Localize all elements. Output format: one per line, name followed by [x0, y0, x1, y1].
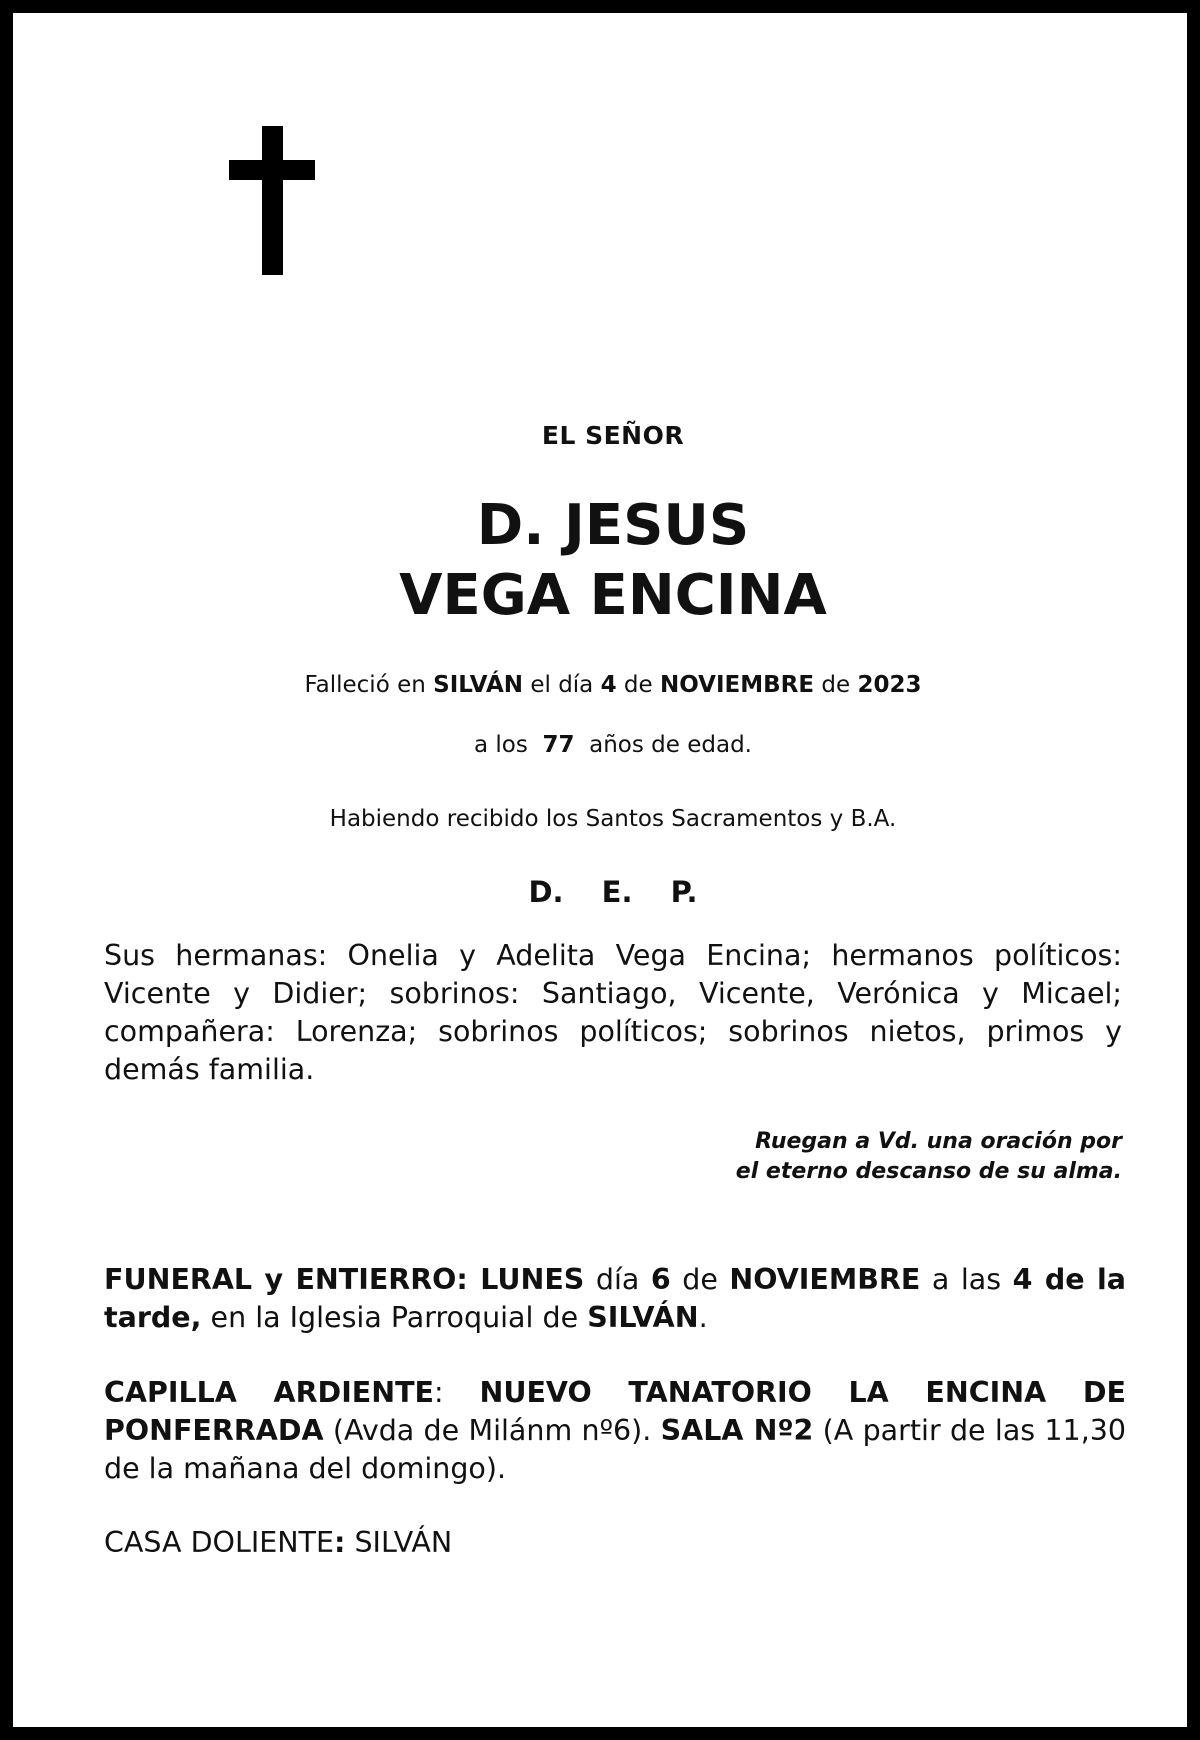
age-line — [26, 732, 1200, 758]
funeral-paragraph — [104, 1261, 1126, 1337]
capilla-label: CAPILLA ARDIENTE — [104, 1376, 435, 1409]
funeral-de-text: de — [682, 1263, 718, 1296]
casa-colon: : — [333, 1526, 346, 1559]
funeral-label: FUNERAL y ENTIERRO: LUNES — [104, 1263, 585, 1296]
death-month: NOVIEMBRE — [659, 672, 815, 698]
funeral-location: SILVÁN — [587, 1301, 699, 1334]
deceased-name — [26, 491, 1200, 631]
death-prefix: Falleció en — [304, 672, 426, 698]
funeral-location-text: en la Iglesia Parroquial de — [210, 1301, 579, 1334]
age-prefix: a los — [474, 732, 528, 758]
death-day: 4 — [600, 672, 617, 698]
funeral-end: . — [698, 1301, 708, 1334]
capilla-schedule: (A partir de las 11,30 de la mañana del domingo). — [104, 1414, 1127, 1485]
death-place: SILVÁN — [433, 672, 524, 698]
death-line — [26, 672, 1200, 698]
death-year-label: de — [821, 672, 851, 698]
name-line-2: VEGA ENCINA — [399, 563, 827, 628]
age-suffix: años de edad. — [589, 732, 752, 758]
funeral-time: 4 de la tarde, — [104, 1263, 1126, 1334]
capilla-colon: : — [434, 1376, 444, 1409]
capilla-paragraph — [104, 1374, 1126, 1488]
prayer-text — [104, 1127, 1122, 1187]
family-paragraph: Sus hermanas: Onelia y Adelita Vega Encina; hermanos políticos: Vicente y Didier; sobrinos: Santiago, Vicente, Verónica y Micael; compañera: Lorenza; sobrinos políticos; sobrinos nietos, primos y demás familia. — [104, 939, 1122, 1086]
funeral-day-text: día — [595, 1263, 640, 1296]
death-year: 2023 — [857, 672, 922, 698]
name-line-1: D. JESUS — [476, 493, 750, 558]
prayer-line-2: el eterno descanso de su alma. — [735, 1159, 1122, 1184]
age-value: 77 — [542, 732, 575, 758]
capilla-place: NUEVO TANATORIO LA ENCINA DE PONFERRADA — [104, 1376, 1126, 1447]
cross-icon — [229, 126, 315, 275]
dep-line: D. E. P. — [528, 875, 698, 909]
casa-value: SILVÁN — [354, 1526, 453, 1559]
death-day-label: el día — [530, 672, 594, 698]
funeral-day: 6 — [650, 1263, 671, 1296]
sacraments-line: Habiendo recibido los Santos Sacramentos y B.A. — [329, 806, 897, 832]
casa-label: CASA DOLIENTE — [104, 1526, 334, 1559]
casa-doliente — [104, 1524, 1126, 1562]
capilla-sala: SALA Nº2 — [660, 1414, 814, 1447]
death-month-label: de — [623, 672, 653, 698]
heading: EL SEÑOR — [541, 421, 685, 450]
funeral-month: NOVIEMBRE — [729, 1263, 921, 1296]
capilla-address: (Avda de Milánm nº6). — [332, 1414, 652, 1447]
prayer-line-1: Ruegan a Vd. una oración por — [755, 1129, 1122, 1154]
funeral-time-text: a las — [931, 1263, 1002, 1296]
